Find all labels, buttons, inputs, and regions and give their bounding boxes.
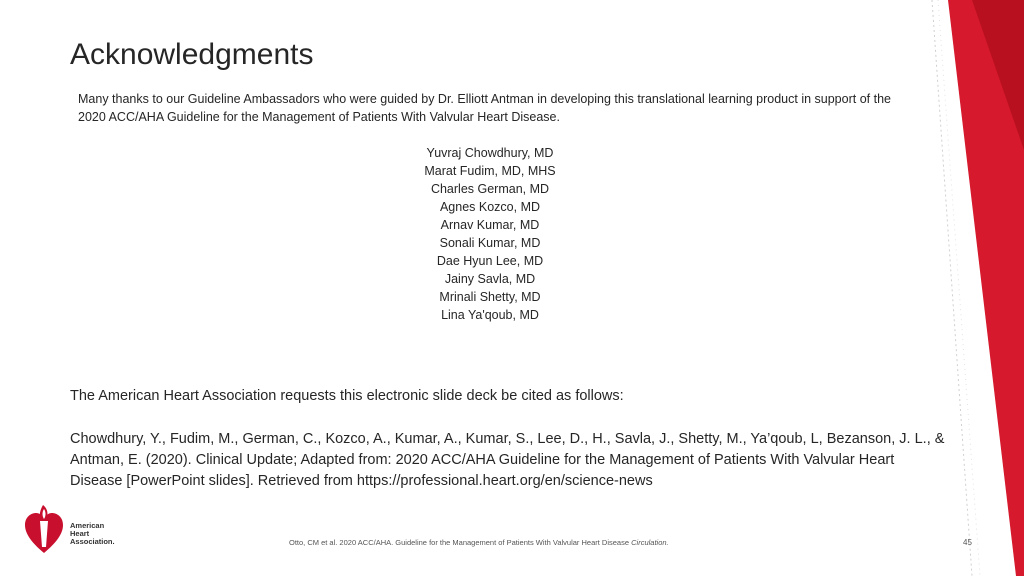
- ambassador-name: Yuvraj Chowdhury, MD: [426, 146, 554, 160]
- ambassador-name: Marat Fudim, MD, MHS: [424, 164, 556, 178]
- page-number: 45: [963, 538, 972, 547]
- citation-text: Chowdhury, Y., Fudim, M., German, C., Kozco, A., Kumar, A., Kumar, S., Lee, D., H., Savla, J., Shetty, M., Ya’qoub, L, Bezanson, J. L., & Antman, E. (2020). Clinical Update; Adapted from: 2020 ACC/AHA Guideline for the Management of Patients With Valvular Heart Disease [PowerPoint slides]. Retrieved from https://professional.heart.org/en/science-news: [70, 431, 945, 489]
- ambassador-name: Dae Hyun Lee, MD: [436, 254, 544, 268]
- ambassador-name: Arnav Kumar, MD: [440, 218, 540, 232]
- ambassador-list: [340, 144, 640, 324]
- aha-logo: [24, 503, 124, 555]
- heart-torch-icon: [24, 503, 64, 555]
- citation-request: The American Heart Association requests this electronic slide deck be cited as follows:: [70, 388, 624, 404]
- ambassador-name: Sonali Kumar, MD: [439, 236, 541, 250]
- slide-title: Acknowledgments: [70, 38, 314, 71]
- ambassador-name: Lina Ya'qoub, MD: [441, 308, 539, 322]
- ambassador-name: Agnes Kozco, MD: [439, 200, 541, 214]
- intro-paragraph: Many thanks to our Guideline Ambassadors who were guided by Dr. Elliott Antman in developing this translational learning product in support of the 2020 ACC/AHA Guideline for the Management of Patients With Valvular Heart Disease.: [78, 92, 891, 124]
- aha-logo-text: American Heart Association.: [70, 521, 115, 546]
- ambassador-name: Mrinali Shetty, MD: [439, 290, 541, 304]
- footer-reference: Otto, CM et al. 2020 ACC/AHA. Guideline for the Management of Patients With Valvular Heart Disease Circulation.: [289, 538, 669, 547]
- ambassador-name: Jainy Savla, MD: [444, 272, 536, 286]
- ambassador-name: Charles German, MD: [430, 182, 550, 196]
